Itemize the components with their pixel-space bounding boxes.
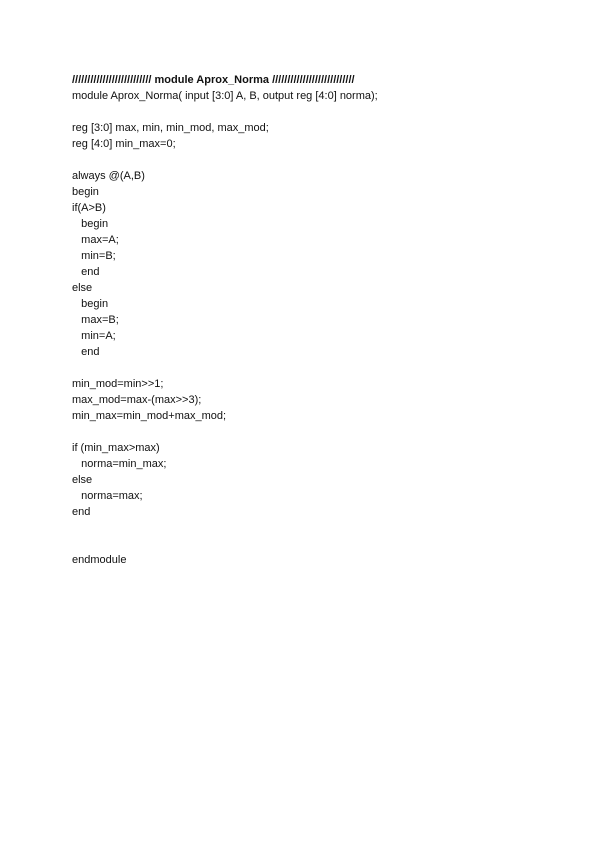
- code-line: end: [72, 506, 91, 518]
- code-line: max=A;: [72, 234, 119, 246]
- code-line: reg [4:0] min_max=0;: [72, 138, 176, 150]
- code-line: norma=max;: [72, 490, 143, 502]
- code-line: norma=min_max;: [72, 458, 167, 470]
- code-line: end: [72, 346, 100, 358]
- code-line: endmodule: [72, 554, 127, 566]
- code-line: begin: [72, 298, 109, 310]
- code-line: min_mod=min>>1;: [72, 378, 164, 390]
- code-line: module Aprox_Norma( input [3:0] A, B, output reg [4:0] norma);: [72, 90, 378, 102]
- code-line: min=B;: [72, 250, 116, 262]
- code-line: else: [72, 282, 93, 294]
- code-line: begin: [72, 218, 109, 230]
- code-line: else: [72, 474, 93, 486]
- code-line: [72, 360, 572, 376]
- code-line: if (min_max>max): [72, 442, 160, 454]
- code-line: min=A;: [72, 330, 116, 342]
- module-header-comment: ////////////////////////// module Aprox_Norma ///////////////////////////: [72, 74, 355, 86]
- code-line: always @(A,B): [72, 170, 145, 182]
- code-line: min_max=min_mod+max_mod;: [72, 410, 227, 422]
- code-line: [72, 520, 572, 536]
- code-line: max=B;: [72, 314, 119, 326]
- code-line: [72, 152, 572, 168]
- code-line: [72, 536, 572, 552]
- code-line: begin: [72, 186, 99, 198]
- code-line: if(A>B): [72, 202, 106, 214]
- code-line: end: [72, 266, 100, 278]
- code-line: reg [3:0] max, min, min_mod, max_mod;: [72, 122, 269, 134]
- code-listing: [72, 72, 572, 568]
- code-line: [72, 104, 572, 120]
- code-line: max_mod=max-(max>>3);: [72, 394, 202, 406]
- code-line: [72, 424, 572, 440]
